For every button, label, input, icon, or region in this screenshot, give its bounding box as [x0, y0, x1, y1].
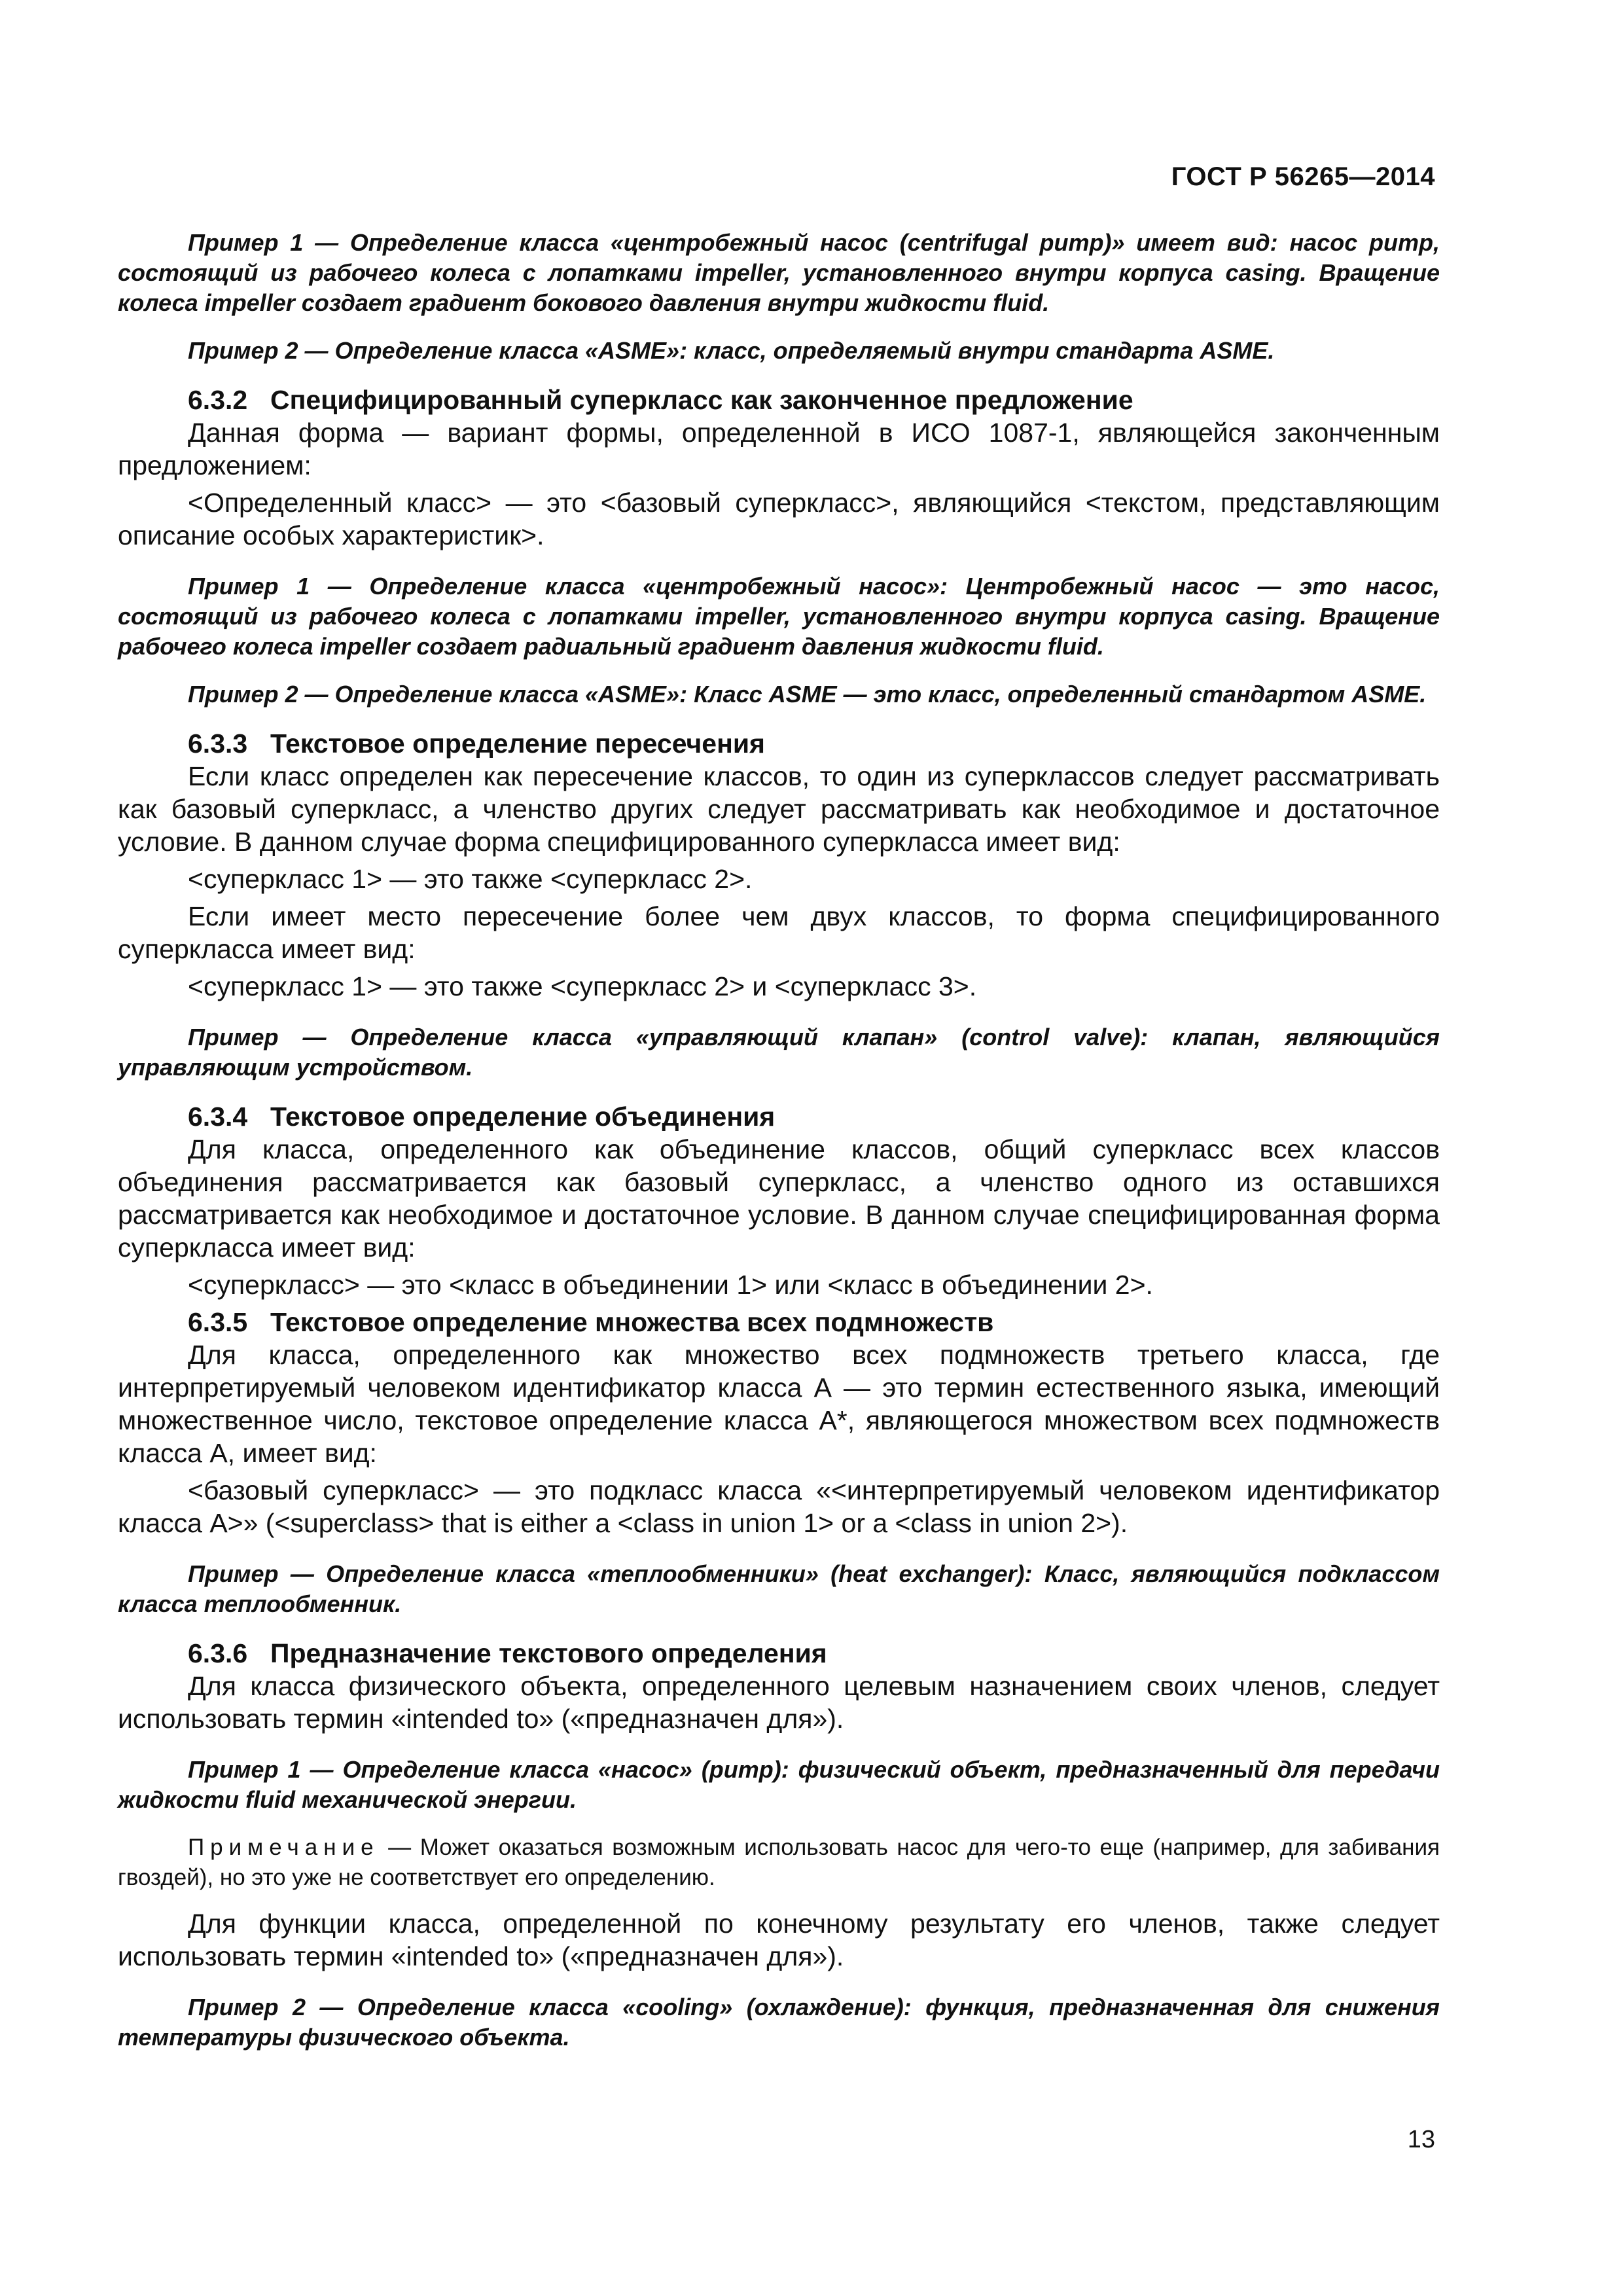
body-paragraph: Для класса, определенного как объединение классов, общий суперкласс всех классов объединения рассматривается как базовый суперкласс, а членство одного из оставшихся рассматривается как необходимое и достаточное условие. В данном случае специфицированная форма суперкласса имеет вид: — [118, 1134, 1440, 1263]
body-paragraph: <суперкласс 1> — это также <суперкласс 2>. — [188, 864, 753, 894]
section-heading-6-3-6 — [188, 1637, 1440, 1670]
section-title: Текстовое определение пересечения — [270, 728, 765, 759]
example-paragraph: Пример 2 — Определение класса «cooling» (охлаждение): функция, предназначенная для снижения температуры физического объекта. — [118, 1994, 1440, 2051]
section-number: 6.3.4 — [188, 1102, 248, 1132]
section-title: Текстовое определение объединения — [270, 1102, 776, 1132]
body-paragraph: <суперкласс> — это <класс в объединении 1> или <класс в объединении 2>. — [188, 1270, 1153, 1300]
page-number: 13 — [1407, 2126, 1435, 2153]
body-paragraph: Данная форма — вариант формы, определенной в ИСО 1087-1, являющейся законченным предложением: — [118, 418, 1440, 480]
body-paragraph: Если класс определен как пересечение классов, то один из суперклассов следует рассматривать как базовый суперкласс, а членство других следует рассматривать как необходимое и достаточное условие. В данном случае форма специфицированного суперкласса имеет вид: — [118, 761, 1440, 857]
example-paragraph: Пример 1 — Определение класса «центробежный насос (centrifugal pump)» имеет вид: насос pump, состоящий из рабочего колеса с лопатками impeller, установленного внутри корпуса casing. Вращение колеса impeller создает градиент бокового давления внутри жидкости fluid. — [118, 229, 1440, 316]
note-label: Примечание — [188, 1835, 380, 1860]
body-paragraph: <суперкласс 1> — это также <суперкласс 2> и <суперкласс 3>. — [188, 971, 977, 1001]
note-paragraph — [118, 1833, 1440, 1893]
page-content — [118, 228, 1440, 2070]
section-title: Предназначение текстового определения — [270, 1638, 827, 1668]
example-paragraph: Пример — Определение класса «управляющий клапан» (control valve): клапан, являющийся управляющим устройством. — [118, 1024, 1440, 1081]
section-number: 6.3.2 — [188, 385, 248, 415]
section-number: 6.3.6 — [188, 1638, 248, 1668]
body-paragraph: <базовый суперкласс> — это подкласс класса «<интерпретируемый человеком идентификатор класса А>» (<superclass> that is either a <class in union 1> or a <class in union 2>). — [118, 1475, 1440, 1538]
example-paragraph: Пример — Определение класса «теплообменники» (heat exchanger): Класс, являющийся подклассом класса теплообменник. — [118, 1560, 1440, 1617]
section-heading-6-3-3 — [188, 727, 1440, 760]
section-heading-6-3-4 — [188, 1100, 1440, 1133]
section-number: 6.3.5 — [188, 1307, 248, 1337]
section-heading-6-3-5 — [188, 1306, 1440, 1338]
document-code: ГОСТ Р 56265—2014 — [1171, 162, 1435, 191]
example-paragraph: Пример 2 — Определение класса «ASME»: класс, определяемый внутри стандарта ASME. — [188, 337, 1275, 364]
body-paragraph: Для функции класса, определенной по конечному результату его членов, также следует использовать термин «intended to» («предназначен для»). — [118, 1909, 1440, 1971]
section-title: Текстовое определение множества всех подмножеств — [270, 1307, 994, 1337]
body-paragraph: Для класса физического объекта, определенного целевым назначением своих членов, следует использовать термин «intended to» («предназначен для»). — [118, 1671, 1440, 1734]
example-paragraph: Пример 2 — Определение класса «ASME»: Класс ASME — это класс, определенный стандартом ASME. — [188, 681, 1427, 708]
body-paragraph: Для класса, определенного как множество всех подмножеств третьего класса, где интерпретируемый человеком идентификатор класса А — это термин естественного языка, имеющий множественное число, текстовое определение класса А*, являющегося множеством всех подмножеств класса А, имеет вид: — [118, 1340, 1440, 1468]
body-paragraph: Если имеет место пересечение более чем двух классов, то форма специфицированного суперкласса имеет вид: — [118, 901, 1440, 964]
section-title: Специфицированный суперкласс как законченное предложение — [270, 385, 1133, 415]
example-paragraph: Пример 1 — Определение класса «центробежный насос»: Центробежный насос — это насос, состоящий из рабочего колеса с лопатками impeller, установленного внутри корпуса casing. Вращение рабочего колеса impeller создает радиальный градиент давления жидкости fluid. — [118, 573, 1440, 660]
note-text: — Может оказаться возможным использовать насос для чего-то еще (например, для забивания гвоздей), но это уже не соответствует его определению. — [118, 1835, 1440, 1890]
body-paragraph: <Определенный класс> — это <базовый суперкласс>, являющийся <текстом, представляющим описание особых характеристик>. — [118, 488, 1440, 550]
section-number: 6.3.3 — [188, 728, 248, 759]
example-paragraph: Пример 1 — Определение класса «насос» (pump): физический объект, предназначенный для передачи жидкости fluid механической энергии. — [118, 1756, 1440, 1813]
section-heading-6-3-2 — [188, 384, 1440, 416]
